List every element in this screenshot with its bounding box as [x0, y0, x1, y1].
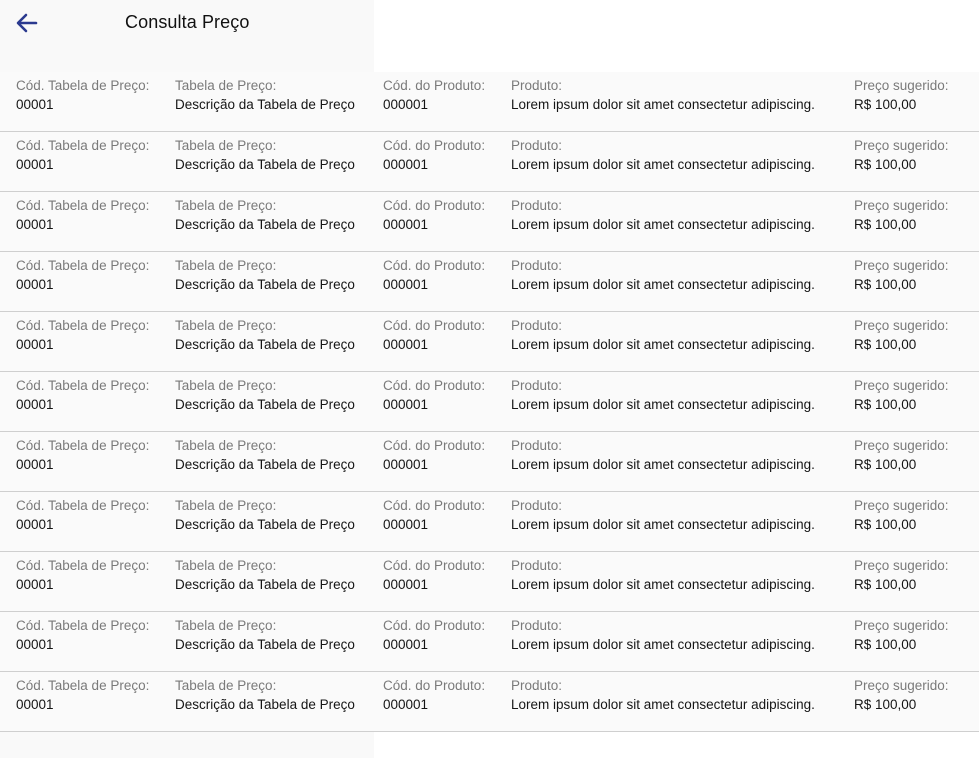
product-code-value: 000001 [383, 637, 429, 652]
product-code-label: Cód. do Produto: [383, 558, 486, 573]
price-table-code-value: 00001 [16, 397, 54, 412]
price-table-code-value: 00001 [16, 97, 54, 112]
price-table-value: Descrição da Tabela de Preço [175, 97, 355, 112]
suggested-price-field [854, 678, 949, 713]
price-table-code-field [16, 678, 149, 713]
price-table-value: Descrição da Tabela de Preço [175, 337, 355, 352]
product-code-label: Cód. do Produto: [383, 258, 486, 273]
price-table-code-field [16, 438, 149, 473]
price-table-field [175, 378, 355, 413]
price-table-label: Tabela de Preço: [175, 558, 277, 573]
product-code-field [383, 258, 485, 293]
price-table-field [175, 138, 355, 173]
product-code-field [383, 78, 485, 113]
price-table-code-value: 00001 [16, 337, 54, 352]
price-table-code-field [16, 318, 149, 353]
product-code-label: Cód. do Produto: [383, 318, 486, 333]
price-table-code-field [16, 198, 149, 233]
price-table-code-value: 00001 [16, 277, 54, 292]
price-table-code-label: Cód. Tabela de Preço: [16, 498, 150, 513]
back-button[interactable] [10, 7, 44, 39]
product-field [511, 558, 815, 593]
product-field [511, 438, 815, 473]
product-value: Lorem ipsum dolor sit amet consectetur adipiscing. [511, 697, 815, 712]
product-code-label: Cód. do Produto: [383, 378, 486, 393]
price-table-code-value: 00001 [16, 637, 54, 652]
list-item[interactable] [0, 72, 979, 132]
suggested-price-label: Preço sugerido: [854, 558, 949, 573]
product-label: Produto: [511, 678, 563, 693]
suggested-price-label: Preço sugerido: [854, 138, 949, 153]
app-header [0, 0, 374, 46]
suggested-price-value: R$ 100,00 [854, 697, 917, 712]
product-code-field [383, 198, 485, 233]
suggested-price-label: Preço sugerido: [854, 198, 949, 213]
suggested-price-field [854, 438, 949, 473]
suggested-price-field [854, 498, 949, 533]
product-label: Produto: [511, 198, 563, 213]
price-table-code-value: 00001 [16, 697, 54, 712]
price-table-label: Tabela de Preço: [175, 378, 277, 393]
product-value: Lorem ipsum dolor sit amet consectetur adipiscing. [511, 517, 815, 532]
list-item[interactable] [0, 372, 979, 432]
suggested-price-value: R$ 100,00 [854, 337, 917, 352]
product-code-label: Cód. do Produto: [383, 198, 486, 213]
product-code-field [383, 498, 485, 533]
product-code-field [383, 318, 485, 353]
price-table-code-label: Cód. Tabela de Preço: [16, 258, 150, 273]
suggested-price-label: Preço sugerido: [854, 438, 949, 453]
product-code-value: 000001 [383, 457, 429, 472]
price-table-field [175, 438, 355, 473]
product-code-field [383, 618, 485, 653]
product-code-value: 000001 [383, 337, 429, 352]
product-code-value: 000001 [383, 277, 429, 292]
product-value: Lorem ipsum dolor sit amet consectetur adipiscing. [511, 217, 815, 232]
product-code-value: 000001 [383, 97, 429, 112]
price-table-value: Descrição da Tabela de Preço [175, 157, 355, 172]
product-value: Lorem ipsum dolor sit amet consectetur adipiscing. [511, 337, 815, 352]
suggested-price-value: R$ 100,00 [854, 397, 917, 412]
product-label: Produto: [511, 318, 563, 333]
product-label: Produto: [511, 498, 563, 513]
product-code-label: Cód. do Produto: [383, 678, 486, 693]
product-value: Lorem ipsum dolor sit amet consectetur adipiscing. [511, 97, 815, 112]
product-code-label: Cód. do Produto: [383, 138, 486, 153]
product-field [511, 138, 815, 173]
page-title: Consulta Preço [125, 12, 250, 32]
product-code-label: Cód. do Produto: [383, 498, 486, 513]
price-table-code-field [16, 558, 149, 593]
price-table-code-label: Cód. Tabela de Preço: [16, 138, 150, 153]
suggested-price-label: Preço sugerido: [854, 258, 949, 273]
suggested-price-field [854, 558, 949, 593]
product-code-value: 000001 [383, 577, 429, 592]
price-table-code-value: 00001 [16, 577, 54, 592]
product-code-label: Cód. do Produto: [383, 618, 486, 633]
list-item[interactable] [0, 432, 979, 492]
price-table-code-field [16, 618, 149, 653]
suggested-price-label: Preço sugerido: [854, 318, 949, 333]
price-table-code-field [16, 138, 149, 173]
suggested-price-value: R$ 100,00 [854, 637, 917, 652]
product-field [511, 378, 815, 413]
product-code-field [383, 378, 485, 413]
price-table-field [175, 258, 355, 293]
price-list [0, 72, 979, 732]
list-item[interactable] [0, 672, 979, 732]
list-item[interactable] [0, 192, 979, 252]
price-table-label: Tabela de Preço: [175, 78, 277, 93]
price-table-code-value: 00001 [16, 457, 54, 472]
product-field [511, 498, 815, 533]
product-code-field [383, 558, 485, 593]
suggested-price-field [854, 198, 949, 233]
price-table-code-label: Cód. Tabela de Preço: [16, 558, 150, 573]
list-item[interactable] [0, 132, 979, 192]
price-table-code-field [16, 258, 149, 293]
product-label: Produto: [511, 438, 563, 453]
arrow-left-icon [16, 13, 38, 33]
price-table-code-field [16, 498, 149, 533]
product-field [511, 678, 815, 713]
product-value: Lorem ipsum dolor sit amet consectetur adipiscing. [511, 277, 815, 292]
product-code-field [383, 678, 485, 713]
price-table-label: Tabela de Preço: [175, 258, 277, 273]
suggested-price-field [854, 78, 949, 113]
price-table-field [175, 678, 355, 713]
product-code-label: Cód. do Produto: [383, 438, 486, 453]
list-item[interactable] [0, 252, 979, 312]
price-table-code-label: Cód. Tabela de Preço: [16, 318, 150, 333]
suggested-price-field [854, 378, 949, 413]
suggested-price-field [854, 618, 949, 653]
price-table-code-label: Cód. Tabela de Preço: [16, 438, 150, 453]
price-table-value: Descrição da Tabela de Preço [175, 217, 355, 232]
price-table-value: Descrição da Tabela de Preço [175, 637, 355, 652]
product-code-field [383, 438, 485, 473]
price-table-code-label: Cód. Tabela de Preço: [16, 78, 150, 93]
product-value: Lorem ipsum dolor sit amet consectetur adipiscing. [511, 397, 815, 412]
suggested-price-value: R$ 100,00 [854, 97, 917, 112]
price-table-code-label: Cód. Tabela de Preço: [16, 618, 150, 633]
suggested-price-label: Preço sugerido: [854, 378, 949, 393]
suggested-price-label: Preço sugerido: [854, 618, 949, 633]
suggested-price-value: R$ 100,00 [854, 517, 917, 532]
price-table-value: Descrição da Tabela de Preço [175, 277, 355, 292]
price-table-code-value: 00001 [16, 157, 54, 172]
product-label: Produto: [511, 258, 563, 273]
price-table-code-label: Cód. Tabela de Preço: [16, 378, 150, 393]
price-table-label: Tabela de Preço: [175, 618, 277, 633]
price-table-code-field [16, 378, 149, 413]
product-code-value: 000001 [383, 397, 429, 412]
product-label: Produto: [511, 138, 563, 153]
price-table-field [175, 198, 355, 233]
suggested-price-value: R$ 100,00 [854, 217, 917, 232]
product-code-label: Cód. do Produto: [383, 78, 486, 93]
product-label: Produto: [511, 558, 563, 573]
price-table-field [175, 498, 355, 533]
price-table-label: Tabela de Preço: [175, 318, 277, 333]
price-table-code-value: 00001 [16, 217, 54, 232]
suggested-price-value: R$ 100,00 [854, 277, 917, 292]
suggested-price-label: Preço sugerido: [854, 498, 949, 513]
product-field [511, 198, 815, 233]
price-table-label: Tabela de Preço: [175, 678, 277, 693]
product-field [511, 258, 815, 293]
product-label: Produto: [511, 78, 563, 93]
product-code-value: 000001 [383, 697, 429, 712]
suggested-price-label: Preço sugerido: [854, 678, 949, 693]
price-table-field [175, 558, 355, 593]
price-table-field [175, 318, 355, 353]
product-value: Lorem ipsum dolor sit amet consectetur adipiscing. [511, 577, 815, 592]
product-code-value: 000001 [383, 157, 429, 172]
price-table-code-label: Cód. Tabela de Preço: [16, 198, 150, 213]
suggested-price-field [854, 318, 949, 353]
price-table-code-field [16, 78, 149, 113]
suggested-price-field [854, 258, 949, 293]
price-table-field [175, 618, 355, 653]
product-field [511, 78, 815, 113]
suggested-price-field [854, 138, 949, 173]
price-table-value: Descrição da Tabela de Preço [175, 457, 355, 472]
price-table-code-value: 00001 [16, 517, 54, 532]
product-code-field [383, 138, 485, 173]
suggested-price-label: Preço sugerido: [854, 78, 949, 93]
product-field [511, 318, 815, 353]
product-field [511, 618, 815, 653]
price-table-value: Descrição da Tabela de Preço [175, 397, 355, 412]
suggested-price-value: R$ 100,00 [854, 577, 917, 592]
list-item[interactable] [0, 612, 979, 672]
price-table-value: Descrição da Tabela de Preço [175, 577, 355, 592]
price-table-value: Descrição da Tabela de Preço [175, 517, 355, 532]
price-table-label: Tabela de Preço: [175, 498, 277, 513]
product-value: Lorem ipsum dolor sit amet consectetur adipiscing. [511, 637, 815, 652]
suggested-price-value: R$ 100,00 [854, 157, 917, 172]
price-table-code-label: Cód. Tabela de Preço: [16, 678, 150, 693]
product-label: Produto: [511, 378, 563, 393]
product-label: Produto: [511, 618, 563, 633]
price-table-value: Descrição da Tabela de Preço [175, 697, 355, 712]
list-item[interactable] [0, 312, 979, 372]
price-table-label: Tabela de Preço: [175, 138, 277, 153]
list-item[interactable] [0, 552, 979, 612]
product-code-value: 000001 [383, 217, 429, 232]
product-value: Lorem ipsum dolor sit amet consectetur adipiscing. [511, 457, 815, 472]
product-code-value: 000001 [383, 517, 429, 532]
price-table-label: Tabela de Preço: [175, 438, 277, 453]
price-table-field [175, 78, 355, 113]
suggested-price-value: R$ 100,00 [854, 457, 917, 472]
product-value: Lorem ipsum dolor sit amet consectetur adipiscing. [511, 157, 815, 172]
list-item[interactable] [0, 492, 979, 552]
price-table-label: Tabela de Preço: [175, 198, 277, 213]
